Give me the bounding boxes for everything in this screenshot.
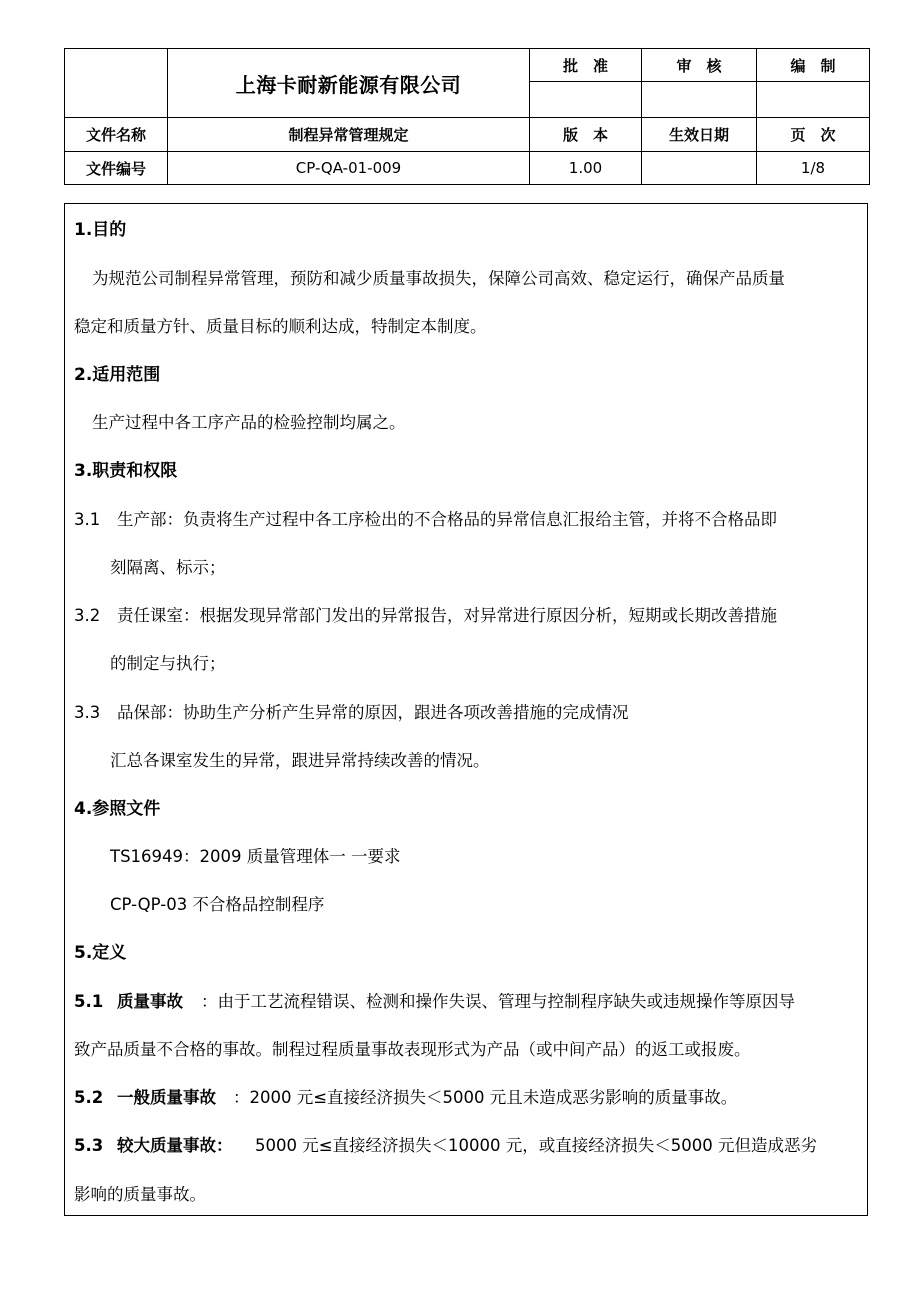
def-5-1-line2: 致产品质量不合格的事故。制程过程质量事故表现形式为产品（或中间产品）的返工或报废。: [74, 1040, 751, 1059]
review-value: [642, 82, 757, 118]
document-header-table: [64, 48, 870, 185]
item-3-1-number: 3.1: [74, 510, 101, 529]
section-3-title: 3.职责和权限: [74, 461, 178, 481]
section-1-title: 1.目的: [74, 220, 127, 240]
doc-name: 制程异常管理规定: [168, 118, 530, 152]
def-5-3-term: 较大质量事故：: [117, 1136, 233, 1155]
item-3-2-line1: 责任课室：根据发现异常部门发出的异常报告，对异常进行原因分析，短期或长期改善措施: [117, 606, 777, 625]
reference-1: TS16949：2009 质量管理体一 一要求: [110, 847, 401, 866]
section-1-para-line2: 稳定和质量方针、质量目标的顺利达成，特制定本制度。: [74, 317, 487, 336]
approve-value: [530, 82, 642, 118]
item-3-3-line1: 品保部：协助生产分析产生异常的原因，跟进各项改善措施的完成情况: [117, 703, 629, 722]
effective-date-value: [642, 152, 757, 185]
version-value: 1.00: [530, 152, 642, 185]
def-5-2-term: 一般质量事故: [117, 1088, 216, 1107]
page-label: 页 次: [757, 118, 870, 152]
logo-cell: [65, 49, 168, 118]
def-5-1-line1: ：由于工艺流程错误、检测和操作失误、管理与控制程序缺失或违规操作等原因导: [201, 992, 795, 1011]
prepare-value: [757, 82, 870, 118]
document-body: [64, 203, 868, 1216]
doc-name-label: 文件名称: [65, 118, 168, 152]
company-name: 上海卡耐新能源有限公司: [168, 49, 530, 118]
def-5-3-line1: 5000 元≤直接经济损失＜10000 元，或直接经济损失＜5000 元但造成恶劣: [255, 1136, 818, 1155]
item-3-3-line2: 汇总各课室发生的异常，跟进异常持续改善的情况。: [110, 751, 490, 770]
section-4-title: 4.参照文件: [74, 799, 161, 819]
section-2-para: 生产过程中各工序产品的检验控制均属之。: [92, 413, 406, 432]
def-5-1-term: 质量事故: [117, 992, 183, 1011]
def-5-2-number: 5.2: [74, 1088, 104, 1107]
item-3-3-number: 3.3: [74, 703, 101, 722]
def-5-2-line1: ：2000 元≤直接经济损失＜5000 元且未造成恶劣影响的质量事故。: [233, 1088, 738, 1107]
item-3-1-line2: 刻隔离、标示；: [110, 558, 226, 577]
section-5-title: 5.定义: [74, 943, 127, 963]
section-2-title: 2.适用范围: [74, 365, 161, 385]
def-5-1-number: 5.1: [74, 992, 104, 1011]
item-3-1-line1: 生产部：负责将生产过程中各工序检出的不合格品的异常信息汇报给主管，并将不合格品即: [117, 510, 777, 529]
doc-no: CP-QA-01-009: [168, 152, 530, 185]
def-5-3-line2: 影响的质量事故。: [74, 1185, 206, 1204]
def-5-3-number: 5.3: [74, 1136, 104, 1155]
reference-2: CP-QP-03 不合格品控制程序: [110, 895, 325, 914]
item-3-2-line2: 的制定与执行；: [110, 654, 226, 673]
version-label: 版 本: [530, 118, 642, 152]
page-value: 1/8: [757, 152, 870, 185]
item-3-2-number: 3.2: [74, 606, 101, 625]
approve-label: 批 准: [530, 49, 642, 82]
section-1-para-line1: 为规范公司制程异常管理，预防和减少质量事故损失，保障公司高效、稳定运行，确保产品质量: [92, 269, 785, 288]
prepare-label: 编 制: [757, 49, 870, 82]
doc-no-label: 文件编号: [65, 152, 168, 185]
review-label: 审 核: [642, 49, 757, 82]
effective-date-label: 生效日期: [642, 118, 757, 152]
